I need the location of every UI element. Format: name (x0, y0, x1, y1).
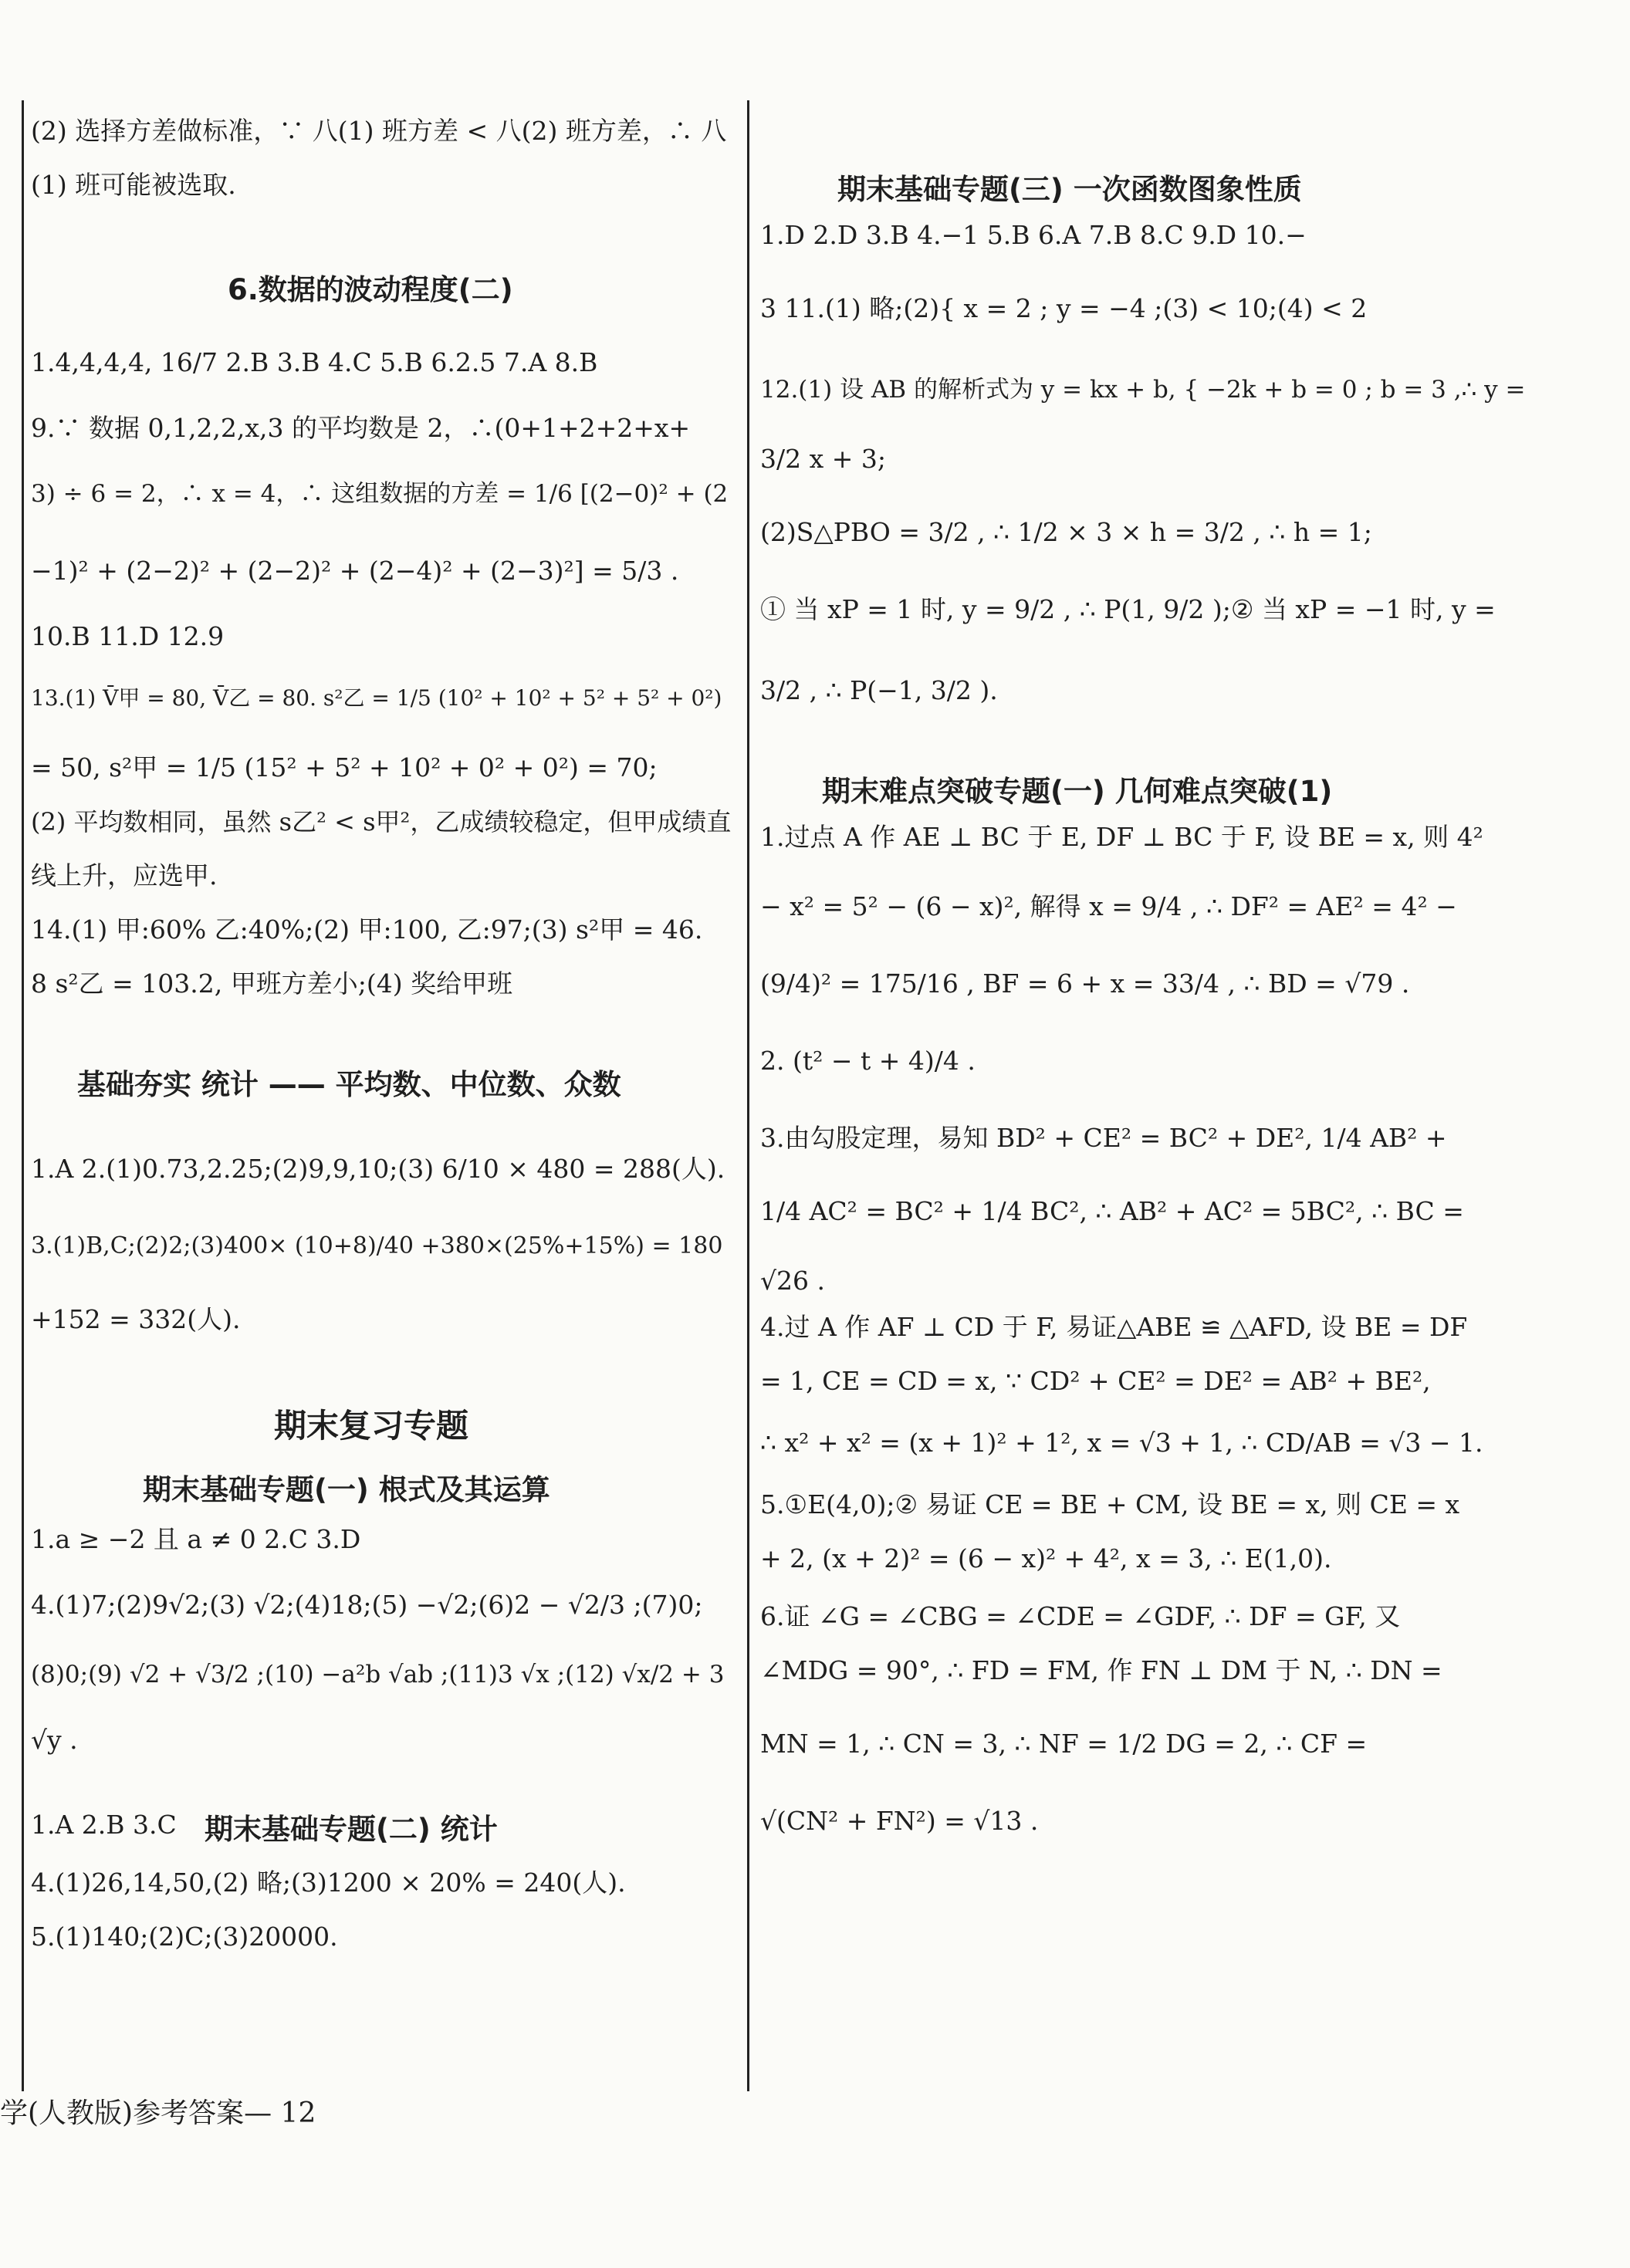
answer-line: 1.A 2.B 3.C (31, 1810, 177, 1840)
answer-line: 8 s²乙 = 103.2, 甲班方差小;(4) 奖给甲班 (31, 968, 513, 999)
page-footer: 学(人教版)参考答案— 12 (0, 2097, 316, 2129)
answer-line: √(CN² + FN²) = √13 . (760, 1806, 1039, 1836)
column-divider (747, 100, 749, 2091)
answer-line: 1.过点 A 作 AE ⊥ BC 于 E, DF ⊥ BC 于 F, 设 BE = x, 则 4² (760, 822, 1483, 852)
answer-line: 3 11.(1) 略;(2){ x = 2 ; y = −4 ;(3) < 10;(4) < 2 (760, 293, 1368, 323)
answer-line: 14.(1) 甲:60% 乙:40%;(2) 甲:100, 乙:97;(3) s²甲 = 46. (31, 914, 703, 945)
answer-line: 3/2 x + 3; (760, 444, 886, 474)
section-heading: 基础夯实 统计 —— 平均数、中位数、众数 (77, 1068, 621, 1101)
answer-line: 4.过 A 作 AF ⊥ CD 于 F, 易证△ABE ≌ △AFD, 设 BE = DF (760, 1312, 1468, 1342)
answer-line: 4.(1)26,14,50,(2) 略;(3)1200 × 20% = 240(人). (31, 1867, 626, 1898)
answer-line: (8)0;(9) √2 + √3/2 ;(10) −a²b √ab ;(11)3 √x ;(12) √x/2 + 3 (31, 1661, 725, 1688)
answer-line: = 50, s²甲 = 1/5 (15² + 5² + 10² + 0² + 0²) = 70; (31, 752, 658, 782)
answer-line: ① 当 xP = 1 时, y = 9/2 , ∴ P(1, 9/2 );② 当 xP = −1 时, y = (760, 594, 1496, 624)
answer-line: ∠MDG = 90°, ∴ FD = FM, 作 FN ⊥ DM 于 N, ∴ DN = (760, 1655, 1442, 1685)
answer-line: 2. (t² − t + 4)/4 . (760, 1046, 976, 1076)
answer-line: 4.(1)7;(2)9√2;(3) √2;(4)18;(5) −√2;(6)2 − √2/3 ;(7)0; (31, 1590, 703, 1620)
answer-line: 3/2 , ∴ P(−1, 3/2 ). (760, 675, 998, 705)
answer-line: 9.∵ 数据 0,1,2,2,x,3 的平均数是 2，∴(0+1+2+2+x+ (31, 413, 691, 443)
answer-line: (2) 平均数相同，虽然 s乙² < s甲²，乙成绩较稳定，但甲成绩直 (31, 807, 732, 837)
answer-line: 3.由勾股定理，易知 BD² + CE² = BC² + DE², 1/4 AB² + (760, 1123, 1447, 1153)
section-heading: 期末基础专题(二) 统计 (205, 1813, 498, 1846)
answer-line: 1.a ≥ −2 且 a ≠ 0 2.C 3.D (31, 1524, 361, 1554)
section-heading: 期末基础专题(三) 一次函数图象性质 (837, 173, 1302, 206)
section-heading: 期末难点突破专题(一) 几何难点突破(1) (822, 775, 1333, 808)
answer-line: 线上升，应选甲. (31, 860, 218, 891)
answer-line: √y . (31, 1725, 78, 1755)
answer-line: 3.(1)B,C;(2)2;(3)400× (10+8)/40 +380×(25%+15%) = 180 (31, 1232, 723, 1259)
left-margin-rule (22, 100, 24, 2091)
answer-line: MN = 1, ∴ CN = 3, ∴ NF = 1/2 DG = 2, ∴ CF = (760, 1729, 1368, 1759)
answer-line: 1/4 AC² = BC² + 1/4 BC², ∴ AB² + AC² = 5BC², ∴ BC = (760, 1196, 1464, 1226)
answer-line: (9/4)² = 175/16 , BF = 6 + x = 33/4 , ∴ BD = √79 . (760, 968, 1410, 999)
answer-line: 10.B 11.D 12.9 (31, 621, 225, 651)
chapter-heading: 期末复习专题 (274, 1407, 469, 1445)
answer-line: (2)S△PBO = 3/2 , ∴ 1/2 × 3 × h = 3/2 , ∴ h = 1; (760, 517, 1372, 547)
section-heading: 6.数据的波动程度(二) (228, 273, 513, 306)
answer-line: 6.证 ∠G = ∠CBG = ∠CDE = ∠GDF, ∴ DF = GF, 又 (760, 1601, 1401, 1631)
answer-line: 1.4,4,4,4, 16/7 2.B 3.B 4.C 5.B 6.2.5 7.A 8.B (31, 347, 598, 377)
answer-line: 3) ÷ 6 = 2，∴ x = 4，∴ 这组数据的方差 = 1/6 [(2−0)² + (2 (31, 480, 729, 508)
answer-line: 12.(1) 设 AB 的解析式为 y = kx + b, { −2k + b = 0 ; b = 3 ,∴ y = (760, 376, 1526, 404)
answer-line: 5.(1)140;(2)C;(3)20000. (31, 1922, 338, 1952)
answer-line: −1)² + (2−2)² + (2−2)² + (2−4)² + (2−3)²] = 5/3 . (31, 556, 679, 586)
answer-line: (2) 选择方差做标准，∵ 八(1) 班方差 < 八(2) 班方差，∴ 八 (31, 116, 727, 146)
answer-line: + 2, (x + 2)² = (6 − x)² + 4², x = 3, ∴ E(1,0). (760, 1543, 1332, 1573)
answer-line: − x² = 5² − (6 − x)², 解得 x = 9/4 , ∴ DF² = AE² = 4² − (760, 891, 1457, 921)
answer-line: +152 = 332(人). (31, 1304, 241, 1334)
answer-line: = 1, CE = CD = x, ∵ CD² + CE² = DE² = AB² + BE², (760, 1366, 1431, 1396)
section-heading: 期末基础专题(一) 根式及其运算 (143, 1473, 550, 1506)
answer-line: (1) 班可能被选取. (31, 170, 236, 200)
answer-line: √26 . (760, 1266, 825, 1296)
answer-line: ∴ x² + x² = (x + 1)² + 1², x = √3 + 1, ∴ CD/AB = √3 − 1. (760, 1428, 1483, 1458)
answer-line: 5.①E(4,0);② 易证 CE = BE + CM, 设 BE = x, 则 CE = x (760, 1489, 1460, 1519)
answer-line: 1.D 2.D 3.B 4.−1 5.B 6.A 7.B 8.C 9.D 10.− (760, 220, 1307, 250)
answer-line: 13.(1) V̄甲 = 80, V̄乙 = 80. s²乙 = 1/5 (10² + 10² + 5² + 5² + 0²) (31, 685, 722, 711)
answer-line: 1.A 2.(1)0.73,2.25;(2)9,9,10;(3) 6/10 × 480 = 288(人). (31, 1154, 725, 1184)
